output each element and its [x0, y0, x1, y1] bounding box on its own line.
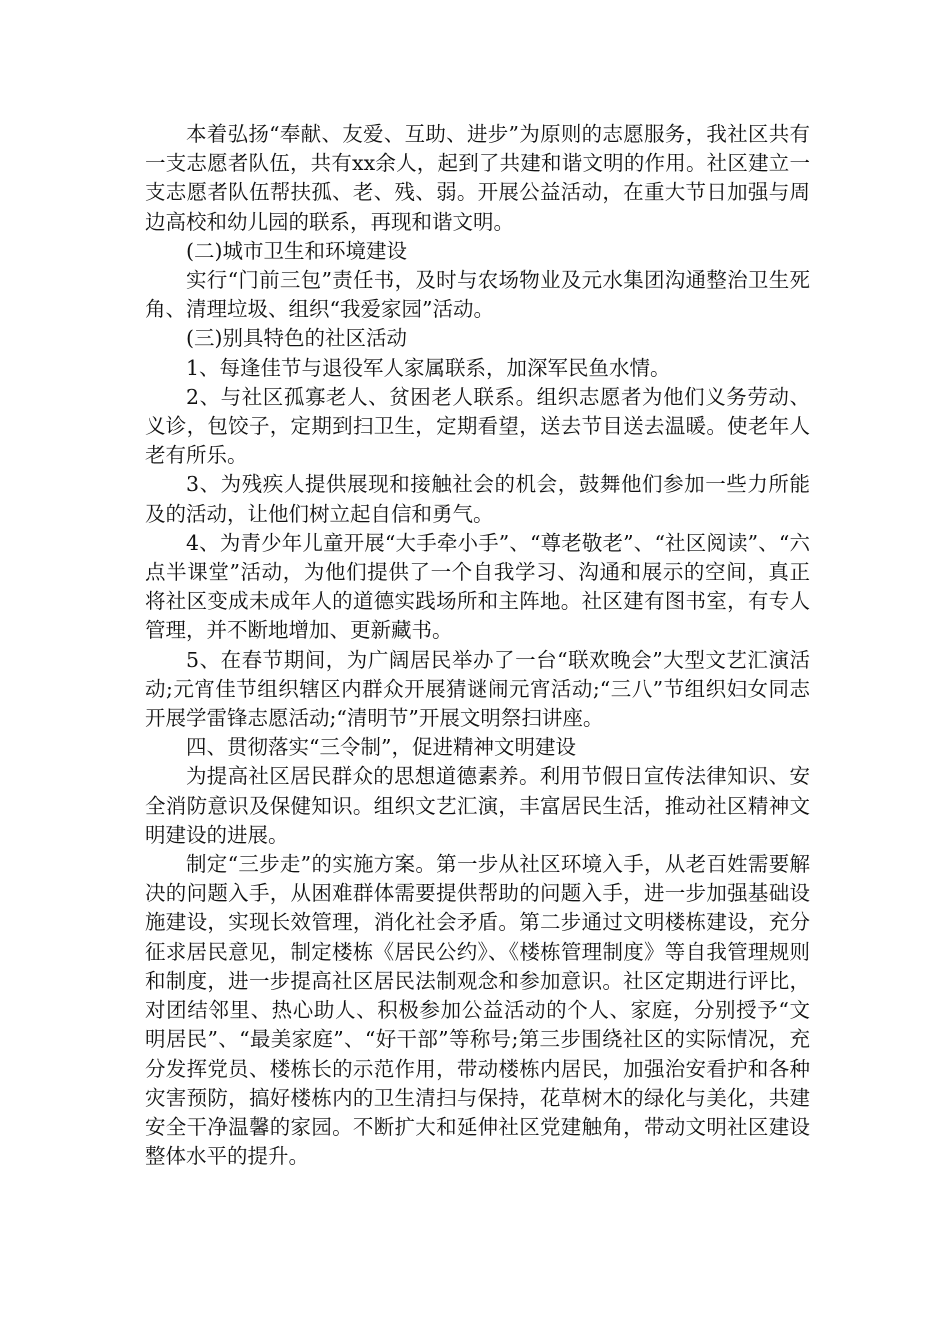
paragraph-moral-education: 为提高社区居民群众的思想道德素养。利用节假日宣传法律知识、安全消防意识及保健知识。组织文艺汇演，丰富居民生活，推动社区精神文明建设的进展。	[145, 764, 810, 847]
list-item-5: 5、在春节期间，为广阔居民举办了一台“联欢晚会”大型文艺汇演活动;元宵佳节组织辖区内群众开展猜谜闹元宵活动;“三八”节组织妇女同志开展学雷锋志愿活动;“清明节”开展文明祭扫讲座。	[145, 647, 810, 731]
heading-urban-sanitation: (二)城市卫生和环境建设	[186, 238, 407, 263]
heading-section-four: 四、贯彻落实“三令制”，促进精神文明建设	[186, 735, 576, 760]
list-item-1: 1、每逢佳节与退役军人家属联系，加深军民鱼水情。	[186, 355, 671, 380]
list-item-2: 2、与社区孤寡老人、贫困老人联系。组织志愿者为他们义务劳动、义诊，包饺子，定期到扫卫生，定期看望，送去节目送去温暖。使老年人老有所乐。	[145, 384, 810, 468]
paragraph-sanitation: 实行“门前三包”责任书，及时与农场物业及元水集团沟通整治卫生死角、清理垃圾、组织“我爱家园”活动。	[145, 268, 810, 322]
paragraph-volunteer-service: 本着弘扬“奉献、友爱、互助、进步”为原则的志愿服务，我社区共有一支志愿者队伍，共有xx余人，起到了共建和谐文明的作用。社区建立一支志愿者队伍帮扶孤、老、残、弱。开展公益活动，在重大节日加强与周边高校和幼儿园的联系，再现和谐文明。	[145, 122, 810, 234]
list-item-3: 3、为残疾人提供展现和接触社会的机会，鼓舞他们参加一些力所能及的活动，让他们树立起自信和勇气。	[145, 472, 810, 526]
list-item-4: 4、为青少年儿童开展“大手牵小手”、“尊老敬老”、“社区阅读”、“六点半课堂”活动，为他们提供了一个自我学习、沟通和展示的空间，真正将社区变成未成年人的道德实践场所和主阵地。社区建有图书室，有专人管理，并不断地增加、更新藏书。	[145, 530, 810, 643]
document-body	[145, 120, 810, 1171]
paragraph-three-step-plan: 制定“三步走”的实施方案。第一步从社区环境入手，从老百姓需要解决的问题入手，从困难群体需要提供帮助的问题入手，进一步加强基础设施建设，实现长效管理，消化社会矛盾。第二步通过文明楼栋建设，充分征求居民意见，制定楼栋《居民公约》、《楼栋管理制度》等自我管理规则和制度，进一步提高社区居民法制观念和参加意识。社区定期进行评比，对团结邻里、热心助人、积极参加公益活动的个人、家庭，分别授予“文明居民”、“最美家庭”、“好干部”等称号;第三步围绕社区的实际情况，充分发挥党员、楼栋长的示范作用，带动楼栋内居民，加强治安看护和各种灾害预防，搞好楼栋内的卫生清扫与保持，花草树木的绿化与美化，共建安全干净温馨的家园。不断扩大和延伸社区党建触角，带动文明社区建设整体水平的提升。	[145, 852, 810, 1169]
heading-community-activities: (三)别具特色的社区活动	[186, 326, 407, 351]
